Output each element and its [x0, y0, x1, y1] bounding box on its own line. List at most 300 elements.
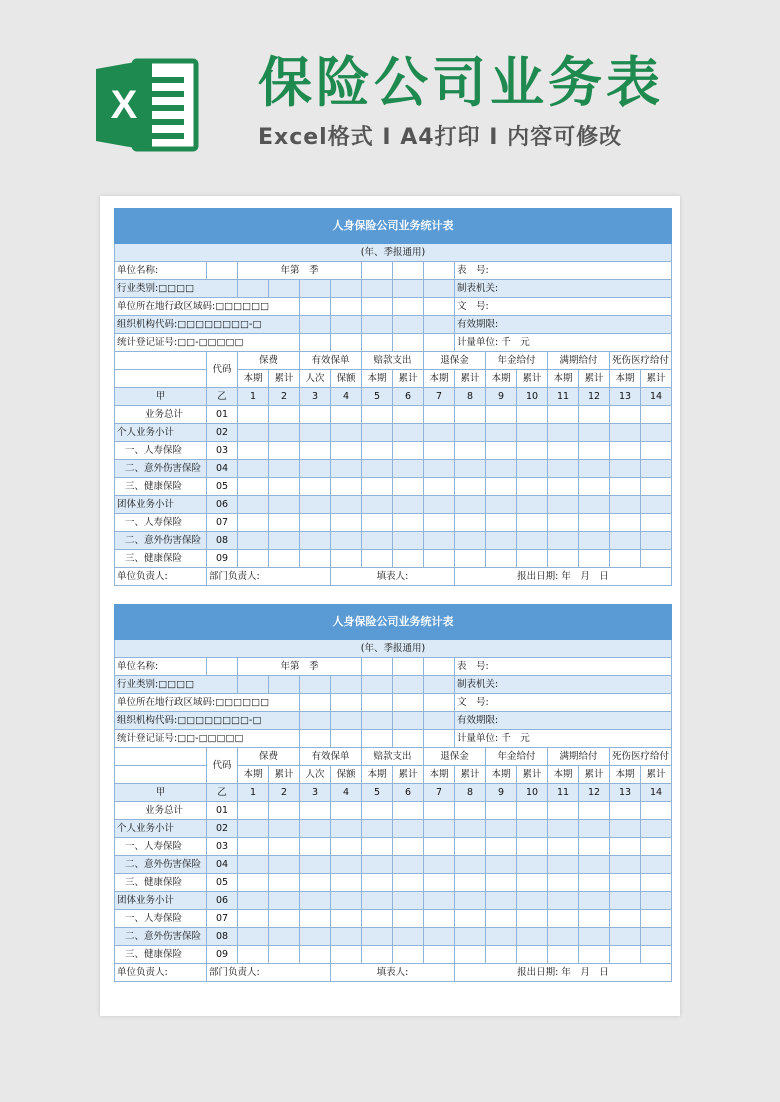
data-cell[interactable] [269, 532, 300, 550]
data-cell[interactable] [331, 550, 362, 568]
data-cell[interactable] [455, 460, 486, 478]
data-cell[interactable] [424, 802, 455, 820]
data-cell[interactable] [486, 946, 517, 964]
cell[interactable] [331, 712, 362, 730]
data-cell[interactable] [610, 820, 641, 838]
cell[interactable] [331, 280, 362, 298]
cell[interactable] [300, 676, 331, 694]
data-cell[interactable] [300, 550, 331, 568]
data-cell[interactable] [455, 892, 486, 910]
data-cell[interactable] [238, 496, 269, 514]
data-cell[interactable] [238, 424, 269, 442]
data-cell[interactable] [486, 928, 517, 946]
cell[interactable] [207, 262, 238, 280]
data-cell[interactable] [269, 442, 300, 460]
data-cell[interactable] [455, 910, 486, 928]
data-cell[interactable] [548, 820, 579, 838]
data-cell[interactable] [362, 910, 393, 928]
cell[interactable] [393, 676, 424, 694]
data-cell[interactable] [393, 514, 424, 532]
data-cell[interactable] [641, 424, 672, 442]
data-cell[interactable] [486, 838, 517, 856]
data-cell[interactable] [269, 514, 300, 532]
data-cell[interactable] [424, 892, 455, 910]
data-cell[interactable] [424, 478, 455, 496]
data-cell[interactable] [517, 550, 548, 568]
data-cell[interactable] [362, 856, 393, 874]
data-cell[interactable] [331, 838, 362, 856]
data-cell[interactable] [331, 892, 362, 910]
data-cell[interactable] [455, 478, 486, 496]
data-cell[interactable] [331, 514, 362, 532]
cell[interactable] [393, 694, 424, 712]
cell[interactable] [300, 280, 331, 298]
cell[interactable] [424, 298, 455, 316]
data-cell[interactable] [517, 442, 548, 460]
data-cell[interactable] [455, 874, 486, 892]
data-cell[interactable] [517, 406, 548, 424]
data-cell[interactable] [610, 874, 641, 892]
data-cell[interactable] [610, 460, 641, 478]
cell[interactable] [269, 280, 300, 298]
data-cell[interactable] [424, 946, 455, 964]
data-cell[interactable] [517, 910, 548, 928]
data-cell[interactable] [300, 460, 331, 478]
cell[interactable] [300, 712, 331, 730]
data-cell[interactable] [517, 802, 548, 820]
data-cell[interactable] [362, 496, 393, 514]
cell[interactable] [331, 334, 362, 352]
data-cell[interactable] [331, 442, 362, 460]
data-cell[interactable] [455, 424, 486, 442]
data-cell[interactable] [641, 478, 672, 496]
data-cell[interactable] [579, 802, 610, 820]
data-cell[interactable] [362, 892, 393, 910]
cell[interactable] [362, 658, 393, 676]
data-cell[interactable] [331, 874, 362, 892]
data-cell[interactable] [517, 856, 548, 874]
data-cell[interactable] [579, 856, 610, 874]
data-cell[interactable] [517, 892, 548, 910]
data-cell[interactable] [486, 874, 517, 892]
data-cell[interactable] [269, 874, 300, 892]
data-cell[interactable] [424, 514, 455, 532]
data-cell[interactable] [579, 892, 610, 910]
data-cell[interactable] [610, 946, 641, 964]
data-cell[interactable] [517, 478, 548, 496]
data-cell[interactable] [486, 910, 517, 928]
data-cell[interactable] [641, 442, 672, 460]
data-cell[interactable] [610, 910, 641, 928]
data-cell[interactable] [393, 532, 424, 550]
data-cell[interactable] [641, 406, 672, 424]
data-cell[interactable] [393, 874, 424, 892]
data-cell[interactable] [362, 460, 393, 478]
data-cell[interactable] [424, 460, 455, 478]
data-cell[interactable] [424, 820, 455, 838]
cell[interactable] [300, 316, 331, 334]
cell[interactable] [362, 712, 393, 730]
data-cell[interactable] [362, 946, 393, 964]
data-cell[interactable] [641, 910, 672, 928]
data-cell[interactable] [486, 442, 517, 460]
data-cell[interactable] [641, 946, 672, 964]
data-cell[interactable] [641, 460, 672, 478]
data-cell[interactable] [393, 892, 424, 910]
data-cell[interactable] [300, 820, 331, 838]
data-cell[interactable] [424, 856, 455, 874]
data-cell[interactable] [331, 820, 362, 838]
data-cell[interactable] [238, 460, 269, 478]
cell[interactable] [362, 694, 393, 712]
data-cell[interactable] [486, 478, 517, 496]
data-cell[interactable] [300, 874, 331, 892]
data-cell[interactable] [269, 460, 300, 478]
data-cell[interactable] [424, 874, 455, 892]
data-cell[interactable] [641, 550, 672, 568]
data-cell[interactable] [610, 856, 641, 874]
data-cell[interactable] [238, 874, 269, 892]
data-cell[interactable] [362, 838, 393, 856]
data-cell[interactable] [517, 874, 548, 892]
data-cell[interactable] [269, 856, 300, 874]
data-cell[interactable] [331, 928, 362, 946]
data-cell[interactable] [641, 802, 672, 820]
data-cell[interactable] [641, 892, 672, 910]
data-cell[interactable] [331, 802, 362, 820]
data-cell[interactable] [486, 892, 517, 910]
data-cell[interactable] [641, 514, 672, 532]
data-cell[interactable] [455, 802, 486, 820]
data-cell[interactable] [610, 424, 641, 442]
data-cell[interactable] [548, 478, 579, 496]
data-cell[interactable] [393, 802, 424, 820]
data-cell[interactable] [641, 928, 672, 946]
data-cell[interactable] [238, 478, 269, 496]
data-cell[interactable] [455, 928, 486, 946]
data-cell[interactable] [548, 946, 579, 964]
data-cell[interactable] [238, 514, 269, 532]
data-cell[interactable] [517, 514, 548, 532]
data-cell[interactable] [362, 478, 393, 496]
data-cell[interactable] [610, 550, 641, 568]
data-cell[interactable] [424, 424, 455, 442]
data-cell[interactable] [362, 532, 393, 550]
cell[interactable] [393, 280, 424, 298]
cell[interactable] [238, 676, 269, 694]
data-cell[interactable] [610, 928, 641, 946]
data-cell[interactable] [269, 424, 300, 442]
data-cell[interactable] [238, 406, 269, 424]
data-cell[interactable] [300, 496, 331, 514]
data-cell[interactable] [238, 928, 269, 946]
data-cell[interactable] [393, 928, 424, 946]
data-cell[interactable] [269, 478, 300, 496]
data-cell[interactable] [300, 946, 331, 964]
data-cell[interactable] [548, 496, 579, 514]
cell[interactable] [393, 298, 424, 316]
data-cell[interactable] [579, 406, 610, 424]
data-cell[interactable] [548, 892, 579, 910]
data-cell[interactable] [300, 532, 331, 550]
data-cell[interactable] [548, 514, 579, 532]
data-cell[interactable] [393, 478, 424, 496]
data-cell[interactable] [362, 514, 393, 532]
data-cell[interactable] [424, 406, 455, 424]
cell[interactable] [393, 316, 424, 334]
data-cell[interactable] [610, 442, 641, 460]
data-cell[interactable] [517, 460, 548, 478]
data-cell[interactable] [548, 442, 579, 460]
data-cell[interactable] [331, 460, 362, 478]
data-cell[interactable] [548, 424, 579, 442]
data-cell[interactable] [300, 928, 331, 946]
data-cell[interactable] [424, 532, 455, 550]
data-cell[interactable] [610, 892, 641, 910]
data-cell[interactable] [517, 946, 548, 964]
cell[interactable] [393, 334, 424, 352]
data-cell[interactable] [269, 406, 300, 424]
data-cell[interactable] [455, 532, 486, 550]
data-cell[interactable] [455, 550, 486, 568]
data-cell[interactable] [486, 496, 517, 514]
data-cell[interactable] [455, 946, 486, 964]
cell[interactable] [362, 334, 393, 352]
data-cell[interactable] [238, 550, 269, 568]
cell[interactable] [331, 694, 362, 712]
data-cell[interactable] [548, 838, 579, 856]
data-cell[interactable] [269, 892, 300, 910]
data-cell[interactable] [610, 532, 641, 550]
cell[interactable] [424, 262, 455, 280]
data-cell[interactable] [300, 514, 331, 532]
cell[interactable] [393, 658, 424, 676]
data-cell[interactable] [362, 874, 393, 892]
cell[interactable] [362, 262, 393, 280]
data-cell[interactable] [455, 838, 486, 856]
cell[interactable] [424, 730, 455, 748]
data-cell[interactable] [610, 496, 641, 514]
data-cell[interactable] [579, 820, 610, 838]
data-cell[interactable] [300, 856, 331, 874]
data-cell[interactable] [424, 550, 455, 568]
data-cell[interactable] [238, 856, 269, 874]
data-cell[interactable] [455, 856, 486, 874]
data-cell[interactable] [238, 838, 269, 856]
data-cell[interactable] [548, 910, 579, 928]
cell[interactable] [362, 298, 393, 316]
data-cell[interactable] [548, 550, 579, 568]
data-cell[interactable] [424, 910, 455, 928]
cell[interactable] [362, 316, 393, 334]
data-cell[interactable] [300, 478, 331, 496]
data-cell[interactable] [548, 874, 579, 892]
data-cell[interactable] [269, 496, 300, 514]
data-cell[interactable] [393, 460, 424, 478]
data-cell[interactable] [362, 442, 393, 460]
data-cell[interactable] [362, 802, 393, 820]
data-cell[interactable] [331, 496, 362, 514]
data-cell[interactable] [455, 820, 486, 838]
cell[interactable] [424, 280, 455, 298]
cell[interactable] [238, 280, 269, 298]
data-cell[interactable] [331, 424, 362, 442]
data-cell[interactable] [424, 496, 455, 514]
cell[interactable] [424, 694, 455, 712]
data-cell[interactable] [393, 406, 424, 424]
data-cell[interactable] [362, 928, 393, 946]
cell[interactable] [424, 676, 455, 694]
data-cell[interactable] [455, 406, 486, 424]
data-cell[interactable] [300, 802, 331, 820]
cell[interactable] [331, 676, 362, 694]
data-cell[interactable] [486, 460, 517, 478]
data-cell[interactable] [362, 424, 393, 442]
cell[interactable] [300, 298, 331, 316]
data-cell[interactable] [579, 874, 610, 892]
data-cell[interactable] [300, 442, 331, 460]
data-cell[interactable] [486, 424, 517, 442]
cell[interactable] [269, 676, 300, 694]
data-cell[interactable] [579, 478, 610, 496]
data-cell[interactable] [238, 442, 269, 460]
data-cell[interactable] [548, 406, 579, 424]
data-cell[interactable] [393, 910, 424, 928]
data-cell[interactable] [269, 802, 300, 820]
data-cell[interactable] [548, 460, 579, 478]
data-cell[interactable] [579, 496, 610, 514]
cell[interactable] [424, 316, 455, 334]
data-cell[interactable] [238, 910, 269, 928]
data-cell[interactable] [238, 532, 269, 550]
data-cell[interactable] [486, 406, 517, 424]
data-cell[interactable] [517, 532, 548, 550]
data-cell[interactable] [269, 928, 300, 946]
data-cell[interactable] [393, 946, 424, 964]
data-cell[interactable] [579, 910, 610, 928]
data-cell[interactable] [331, 478, 362, 496]
data-cell[interactable] [486, 550, 517, 568]
data-cell[interactable] [362, 406, 393, 424]
data-cell[interactable] [579, 424, 610, 442]
data-cell[interactable] [517, 496, 548, 514]
data-cell[interactable] [393, 424, 424, 442]
cell[interactable] [393, 712, 424, 730]
data-cell[interactable] [238, 820, 269, 838]
data-cell[interactable] [331, 856, 362, 874]
data-cell[interactable] [548, 928, 579, 946]
data-cell[interactable] [300, 406, 331, 424]
data-cell[interactable] [517, 820, 548, 838]
data-cell[interactable] [300, 838, 331, 856]
data-cell[interactable] [269, 910, 300, 928]
data-cell[interactable] [393, 442, 424, 460]
data-cell[interactable] [486, 514, 517, 532]
data-cell[interactable] [300, 910, 331, 928]
data-cell[interactable] [610, 478, 641, 496]
data-cell[interactable] [269, 946, 300, 964]
data-cell[interactable] [455, 514, 486, 532]
data-cell[interactable] [331, 406, 362, 424]
cell[interactable] [393, 730, 424, 748]
data-cell[interactable] [300, 424, 331, 442]
data-cell[interactable] [579, 550, 610, 568]
data-cell[interactable] [269, 838, 300, 856]
cell[interactable] [362, 730, 393, 748]
data-cell[interactable] [362, 550, 393, 568]
data-cell[interactable] [610, 514, 641, 532]
data-cell[interactable] [579, 442, 610, 460]
data-cell[interactable] [424, 838, 455, 856]
data-cell[interactable] [579, 514, 610, 532]
data-cell[interactable] [393, 496, 424, 514]
cell[interactable] [207, 658, 238, 676]
data-cell[interactable] [579, 532, 610, 550]
data-cell[interactable] [641, 532, 672, 550]
cell[interactable] [300, 694, 331, 712]
data-cell[interactable] [548, 856, 579, 874]
data-cell[interactable] [269, 550, 300, 568]
data-cell[interactable] [610, 838, 641, 856]
data-cell[interactable] [238, 892, 269, 910]
data-cell[interactable] [641, 874, 672, 892]
data-cell[interactable] [331, 910, 362, 928]
data-cell[interactable] [393, 856, 424, 874]
cell[interactable] [393, 262, 424, 280]
data-cell[interactable] [610, 802, 641, 820]
cell[interactable] [362, 676, 393, 694]
data-cell[interactable] [300, 892, 331, 910]
data-cell[interactable] [486, 820, 517, 838]
data-cell[interactable] [424, 442, 455, 460]
data-cell[interactable] [548, 532, 579, 550]
data-cell[interactable] [641, 838, 672, 856]
data-cell[interactable] [641, 496, 672, 514]
data-cell[interactable] [579, 946, 610, 964]
cell[interactable] [300, 334, 331, 352]
data-cell[interactable] [238, 802, 269, 820]
cell[interactable] [424, 658, 455, 676]
data-cell[interactable] [269, 820, 300, 838]
data-cell[interactable] [579, 838, 610, 856]
cell[interactable] [331, 730, 362, 748]
cell[interactable] [424, 334, 455, 352]
data-cell[interactable] [362, 820, 393, 838]
data-cell[interactable] [517, 838, 548, 856]
data-cell[interactable] [455, 496, 486, 514]
data-cell[interactable] [393, 550, 424, 568]
data-cell[interactable] [486, 856, 517, 874]
data-cell[interactable] [486, 802, 517, 820]
cell[interactable] [331, 298, 362, 316]
data-cell[interactable] [393, 820, 424, 838]
cell[interactable] [424, 712, 455, 730]
data-cell[interactable] [610, 406, 641, 424]
data-cell[interactable] [579, 460, 610, 478]
cell[interactable] [362, 280, 393, 298]
cell[interactable] [331, 316, 362, 334]
data-cell[interactable] [486, 532, 517, 550]
data-cell[interactable] [517, 928, 548, 946]
data-cell[interactable] [548, 802, 579, 820]
cell[interactable] [300, 730, 331, 748]
data-cell[interactable] [641, 856, 672, 874]
data-cell[interactable] [331, 946, 362, 964]
data-cell[interactable] [517, 424, 548, 442]
data-cell[interactable] [424, 928, 455, 946]
data-cell[interactable] [331, 532, 362, 550]
data-cell[interactable] [641, 820, 672, 838]
